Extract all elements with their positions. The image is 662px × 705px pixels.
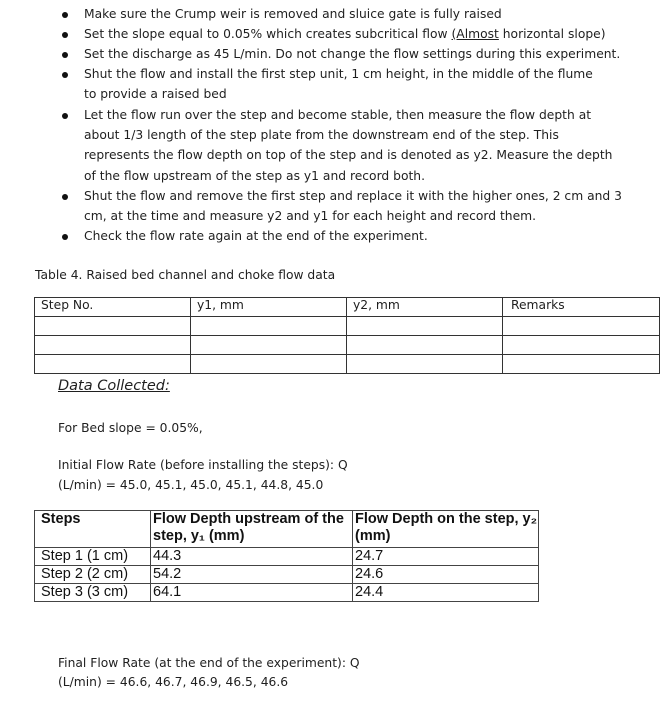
table-cell[interactable] [191,317,347,336]
table-cell: 24.4 [353,584,539,602]
instruction-text [84,24,629,44]
bullet-icon [62,12,68,18]
instruction-text: Let the flow run over the step and become stable, then measure the flow depth at about 1/3 length of the step plate from the downstream end of the step. This represents the flow depth on top of the step and is denoted as y2. Measure the depth of the flow upstream of the step as y1 and record both. [84,108,613,183]
initial-flow-line2: (L/min) = 45.0, 45.1, 45.0, 45.1, 44.8, 45.0 [58,478,324,492]
table-header-row [35,511,539,548]
bullet-icon [62,72,68,78]
flow-depth-table [34,510,539,602]
bullet-icon [62,32,68,38]
instruction-text: Check the flow rate again at the end of the experiment. [84,229,428,243]
final-flow-line2: (L/min) = 46.6, 46.7, 46.9, 46.5, 46.6 [58,675,289,689]
instruction-text: Set the discharge as 45 L/min. Do not change the flow settings during this experiment. [84,47,621,61]
table-cell: Step 2 (2 cm) [35,566,151,584]
table-header-cell: Flow Depth on the step, y₂ (mm) [353,511,539,548]
table-cell: 54.2 [151,566,353,584]
table-cell: 44.3 [151,548,353,566]
almost-link[interactable]: (Almost [451,27,499,41]
bullet-icon [62,234,68,240]
instruction-text-main: Set the slope equal to 0.05% which creates subcritical flow [84,27,448,41]
table-row [35,566,539,584]
table-cell: 24.6 [353,566,539,584]
bullet-icon [62,52,68,58]
instruction-text: Shut the flow and install the first step unit, 1 cm height, in the middle of the flume to provide a raised bed [84,67,593,102]
table-header-cell: Flow Depth upstream of the step, y₁ (mm) [151,511,353,548]
table-header-cell: Step No. [35,298,191,317]
table-cell: Step 3 (3 cm) [35,584,151,602]
table-row [35,336,660,355]
bullet-icon [62,194,68,200]
table-header-cell: Remarks [503,298,660,317]
table-row [35,355,660,374]
table-header-cell: Steps [35,511,151,548]
table-cell[interactable] [35,317,191,336]
table-header-cell: y1, mm [191,298,347,317]
bullet-icon [62,113,68,119]
table-cell: Step 1 (1 cm) [35,548,151,566]
bed-slope-text: For Bed slope = 0.05%, [58,421,203,435]
instruction-text: Shut the flow and remove the first step and replace it with the higher ones, 2 cm and 3 cm, at the time and measure y2 and y1 for each height and record them. [84,189,622,224]
table4-caption: Table 4. Raised bed channel and choke flow data [35,268,336,282]
table-cell: 24.7 [353,548,539,566]
table4 [34,297,660,374]
table-row [35,584,539,602]
table-cell[interactable] [35,336,191,355]
table-cell[interactable] [347,336,503,355]
table-cell[interactable] [347,317,503,336]
table-cell[interactable] [347,355,503,374]
table-header-cell: y2, mm [347,298,503,317]
table-cell: 64.1 [151,584,353,602]
initial-flow-line1: Initial Flow Rate (before installing the steps): Q [58,458,348,472]
table-cell[interactable] [191,355,347,374]
table-header-row [35,298,660,317]
instruction-text: Make sure the Crump weir is removed and sluice gate is fully raised [84,7,502,21]
table-cell[interactable] [503,336,660,355]
table-row [35,548,539,566]
instruction-text-tail: horizontal slope) [498,27,606,41]
table-cell[interactable] [35,355,191,374]
table-cell[interactable] [503,317,660,336]
table-cell[interactable] [503,355,660,374]
data-collected-heading: Data Collected: [58,378,170,394]
final-flow-line1: Final Flow Rate (at the end of the experiment): Q [58,656,360,670]
table-cell[interactable] [191,336,347,355]
table-row [35,317,660,336]
